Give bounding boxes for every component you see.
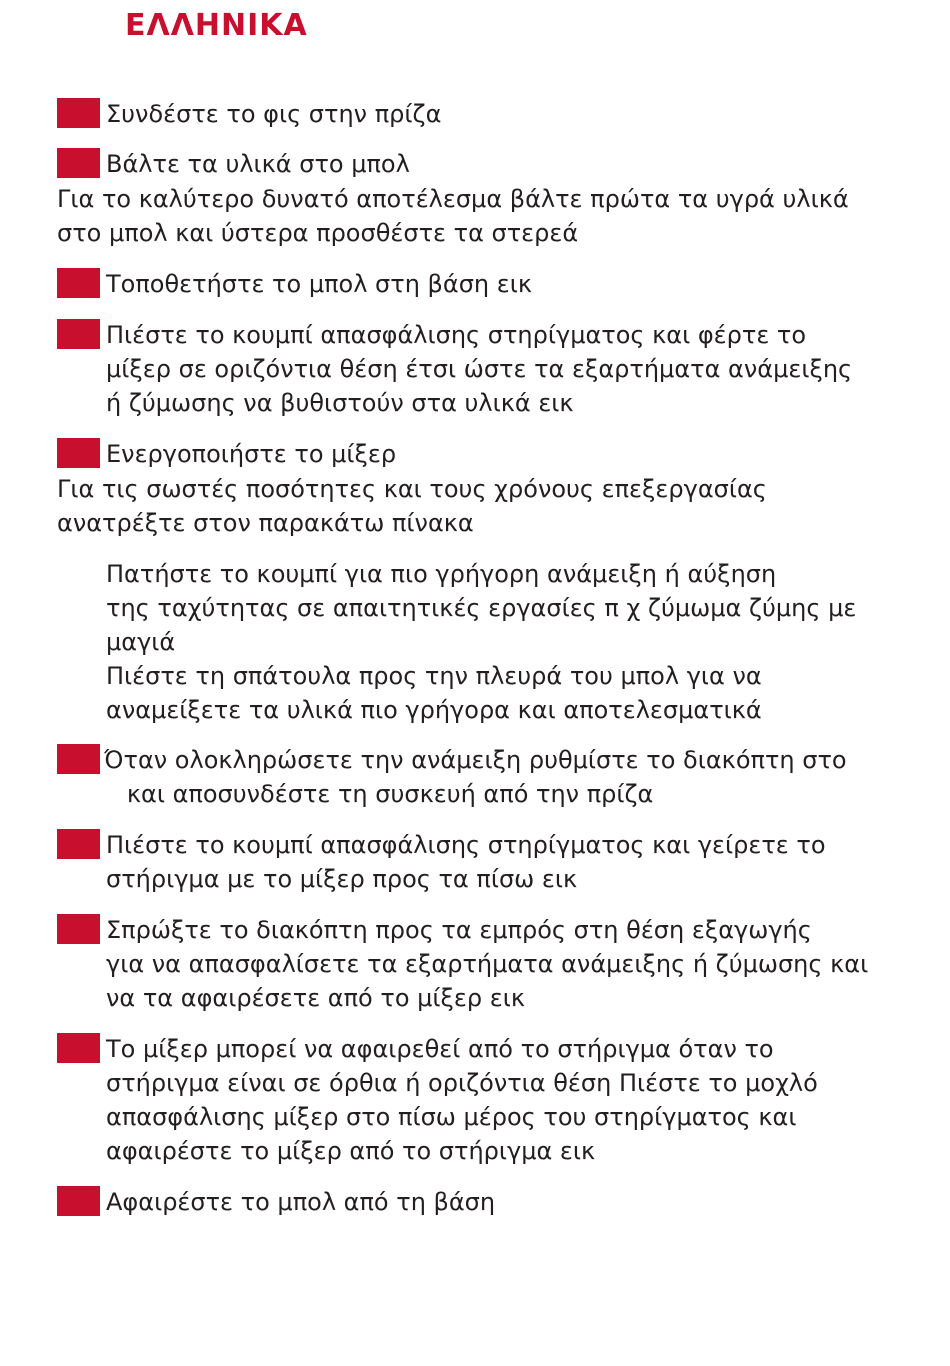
step-5-note: ανατρέξτε στον παρακάτω πίνακα [57, 509, 474, 537]
step-9-text: στήριγμα είναι σε όρθια ή οριζόντια θέση Πιέστε το μοχλό [106, 1069, 818, 1097]
step-9-text: απασφάλισης μίξερ στο πίσω μέρος του στηρίγματος και [106, 1103, 797, 1131]
step-4-text: μίξερ σε οριζόντια θέση έτσι ώστε τα εξαρτήματα ανάμειξης [106, 355, 853, 383]
step-marker [57, 319, 100, 349]
step-9-text: Το μίξερ μπορεί να αφαιρεθεί από το στήριγμα όταν το [106, 1035, 774, 1063]
step-4-text: Πιέστε το κουμπί απασφάλισης στηρίγματος και φέρτε το [106, 321, 807, 349]
step-10-text: Αφαιρέστε το μπολ από τη βάση [106, 1188, 496, 1216]
step-8-text: Σπρώξτε το διακόπτη προς τα εμπρός στη θέση εξαγωγής [106, 916, 812, 944]
step-6-text: Όταν ολοκληρώσετε την ανάμειξη ρυθμίστε το διακόπτη στο [104, 746, 847, 774]
tip-text: της ταχύτητας σε απαιτητικές εργασίες π χ ζύμωμα ζύμης με [106, 594, 857, 622]
tip-text: Πατήστε το κουμπί για πιο γρήγορη ανάμειξη ή αύξηση [106, 560, 777, 588]
step-8-text: για να απασφαλίσετε τα εξαρτήματα ανάμειξης ή ζύμωσης και [106, 950, 869, 978]
step-6-text: και αποσυνδέστε τη συσκευή από την πρίζα [104, 780, 654, 808]
tip-text: μαγιά [106, 628, 176, 656]
step-marker [57, 744, 100, 774]
step-8-text: να τα αφαιρέσετε από το μίξερ εικ [106, 984, 525, 1012]
step-2-note: στο μπολ και ύστερα προσθέστε τα στερεά [57, 219, 579, 247]
step-2-text: Βάλτε τα υλικά στο μπολ [106, 150, 410, 178]
step-marker [57, 438, 100, 468]
step-3-text: Τοποθετήστε το μπολ στη βάση εικ [106, 270, 532, 298]
step-7-text: Πιέστε το κουμπί απασφάλισης στηρίγματος και γείρετε το [106, 831, 826, 859]
step-4-text: ή ζύμωσης να βυθιστούν στα υλικά εικ [106, 389, 574, 417]
tip-text: Πιέστε τη σπάτουλα προς την πλευρά του μπολ για να [106, 662, 762, 690]
step-marker [57, 1186, 100, 1216]
language-heading: ΕΛΛΗΝΙΚΑ [125, 8, 308, 43]
step-5-text: Ενεργοποιήστε το μίξερ [106, 440, 397, 468]
step-7-text: στήριγμα με το μίξερ προς τα πίσω εικ [106, 865, 578, 893]
step-1-text: Συνδέστε το φις στην πρίζα [106, 100, 442, 128]
step-5-note: Για τις σωστές ποσότητες και τους χρόνους επεξεργασίας [57, 475, 767, 503]
step-marker [57, 829, 100, 859]
step-marker [57, 148, 100, 178]
step-2-note: Για το καλύτερο δυνατό αποτέλεσμα βάλτε πρώτα τα υγρά υλικά [57, 185, 849, 213]
step-marker [57, 1033, 100, 1063]
step-marker [57, 268, 100, 298]
step-marker [57, 914, 100, 944]
step-marker [57, 98, 100, 128]
tip-text: αναμείξετε τα υλικά πιο γρήγορα και αποτελεσματικά [106, 696, 762, 724]
step-9-text: αφαιρέστε το μίξερ από το στήριγμα εικ [106, 1137, 596, 1165]
